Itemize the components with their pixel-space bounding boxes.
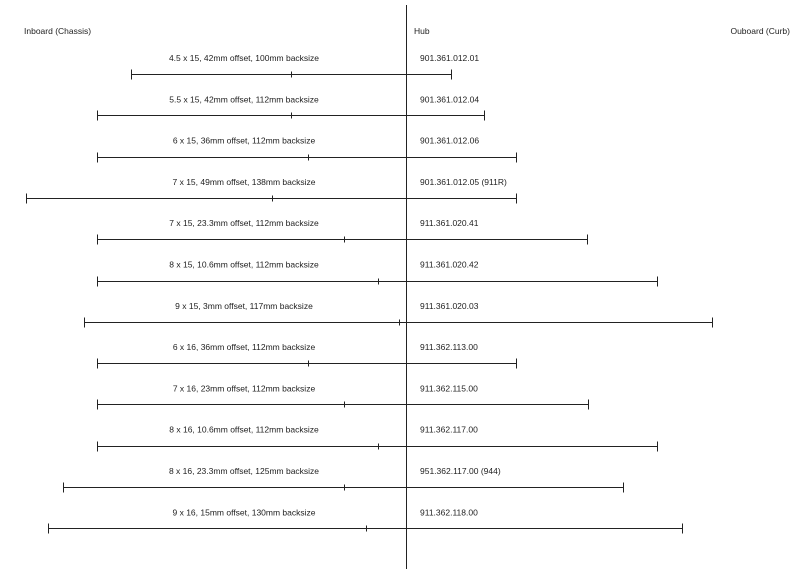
wheel-row: [84, 301, 713, 328]
wheel-row: [48, 507, 683, 533]
wheel-spec-label: 6 x 15, 36mm offset, 112mm backsize: [172, 135, 316, 146]
wheel-spec-label: 9 x 16, 15mm offset, 130mm backsize: [172, 507, 316, 518]
inboard-label: Inboard (Chassis): [24, 26, 92, 36]
wheel-spec-label: 8 x 16, 23.3mm offset, 125mm backsize: [168, 466, 320, 476]
wheel-row: [97, 425, 658, 452]
wheel-spec-label: 6 x 16, 36mm offset, 112mm backsize: [172, 342, 316, 353]
wheel-spec-label: 4.5 x 15, 42mm offset, 100mm backsize: [168, 53, 320, 63]
wheel-row: [97, 260, 658, 287]
part-number-label: 951.362.117.00 (944): [420, 466, 501, 476]
part-number-label: 911.362.115.00: [420, 383, 478, 394]
part-number-label: 911.361.020.41: [420, 218, 479, 229]
part-number-label: 911.361.020.03: [420, 300, 479, 311]
part-number-label: 901.361.012.01: [420, 53, 480, 63]
wheel-row: [97, 342, 517, 368]
wheel-row: [26, 177, 517, 204]
part-number-label: 901.361.012.05 (911R): [420, 176, 507, 187]
wheel-row: [131, 53, 479, 80]
wheel-row: [97, 136, 517, 163]
wheel-row: [97, 383, 589, 409]
wheel-spec-label: 7 x 15, 23.3mm offset, 112mm backsize: [169, 218, 319, 229]
part-number-label: 901.361.012.06: [420, 135, 480, 146]
wheel-row: [97, 94, 485, 120]
part-number-label: 911.362.117.00: [420, 424, 478, 435]
part-number-label: 911.362.118.00: [420, 507, 478, 518]
hub-label: Hub: [414, 26, 430, 36]
part-number-label: 911.362.113.00: [420, 342, 478, 353]
part-number-label: 911.361.020.42: [420, 259, 479, 270]
wheel-spec-label: 5.5 x 15, 42mm offset, 112mm backsize: [169, 94, 319, 105]
wheel-row: [63, 466, 624, 493]
outboard-label: Ouboard (Curb): [730, 26, 790, 36]
wheel-row: [97, 218, 588, 244]
part-number-label: 901.361.012.04: [420, 94, 480, 105]
wheel-spec-label: 8 x 16, 10.6mm offset, 112mm backsize: [169, 424, 319, 435]
wheel-spec-label: 8 x 15, 10.6mm offset, 112mm backsize: [169, 259, 319, 270]
wheel-spec-label: 7 x 15, 49mm offset, 138mm backsize: [172, 176, 316, 187]
wheel-spec-label: 7 x 16, 23mm offset, 112mm backsize: [172, 383, 316, 394]
wheel-spec-label: 9 x 15, 3mm offset, 117mm backsize: [175, 300, 313, 311]
wheel-rows: [26, 53, 713, 534]
